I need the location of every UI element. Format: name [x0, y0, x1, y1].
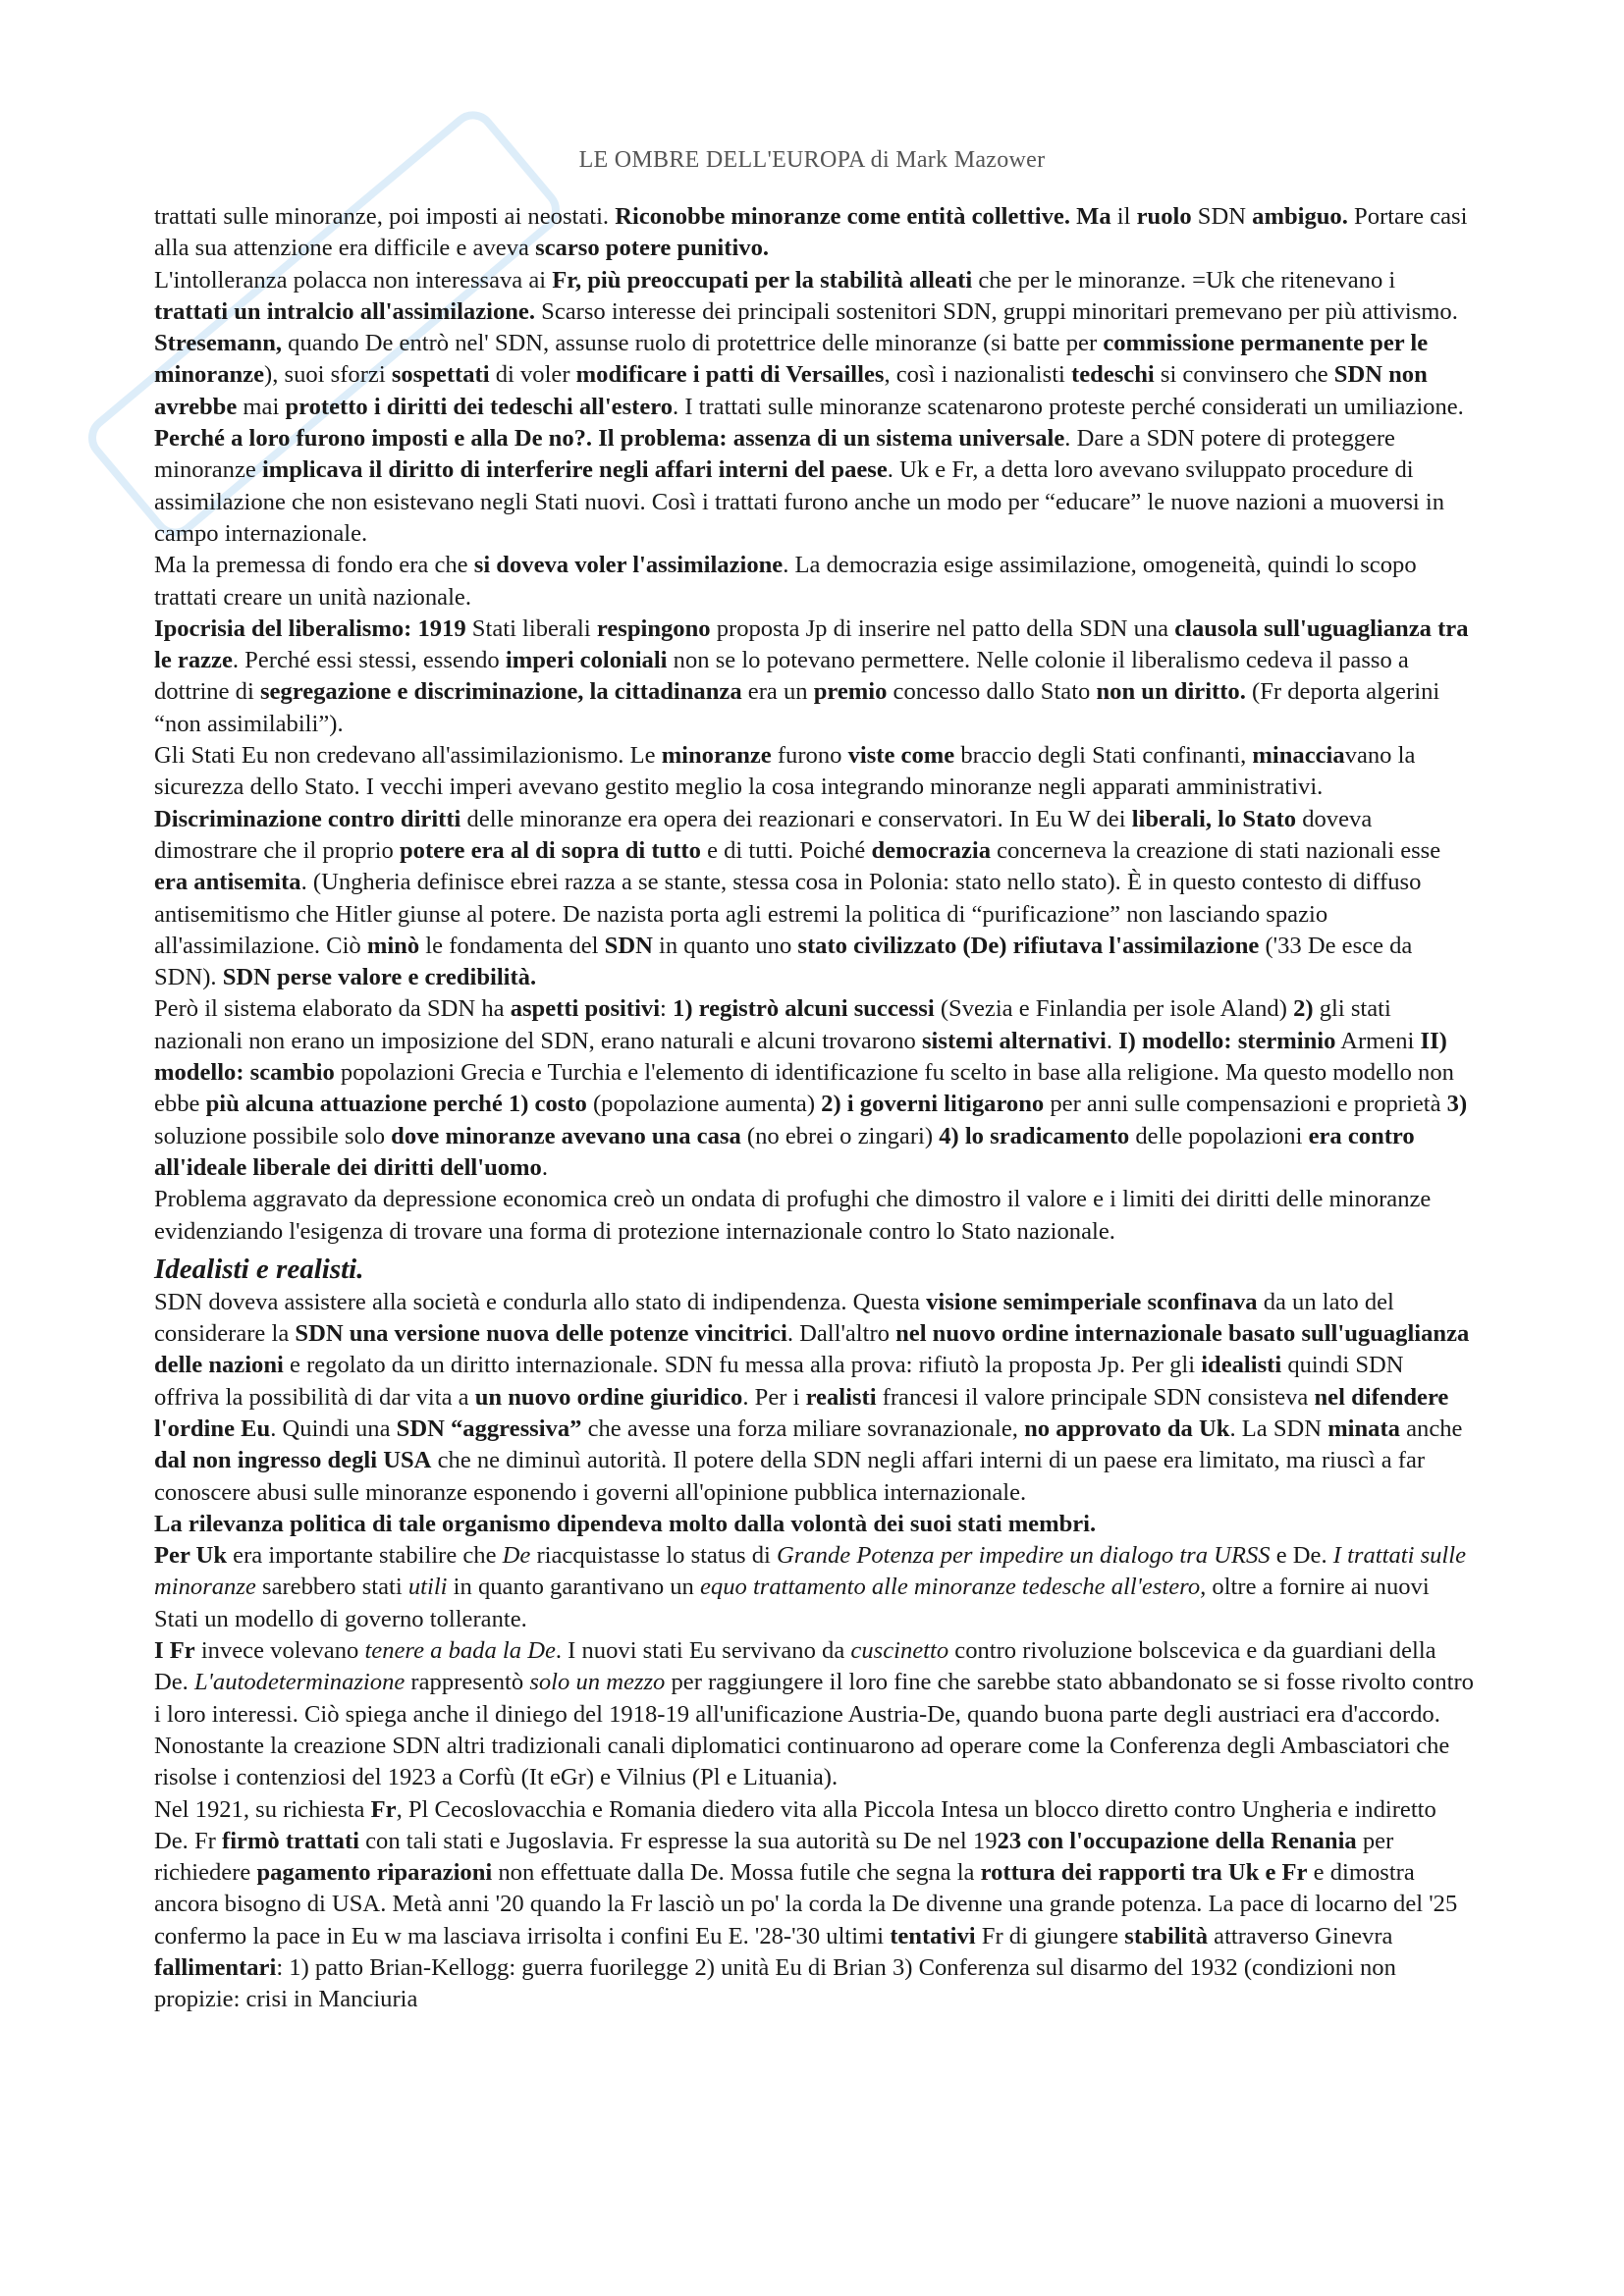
- bold-text: non un diritto.: [1096, 678, 1246, 706]
- text-run: rappresentò: [405, 1669, 530, 1696]
- text-run: non effettuate dalla De. Mossa futile che segna la: [492, 1859, 981, 1887]
- text-run: oltre a fornire ai nuovi Stati un modello di governo tollerante.: [154, 1574, 1430, 1632]
- bold-text: si doveva voler l'assimilazione: [473, 552, 784, 579]
- bold-text: dove minoranze avevano una casa: [391, 1122, 741, 1149]
- bold-text: un nuovo ordine giuridico: [474, 1383, 743, 1411]
- text-run: da un lato del considerare la: [154, 1288, 1394, 1348]
- text-run: sarebbero stati: [255, 1574, 408, 1601]
- bold-text: no approvato da Uk: [1024, 1415, 1230, 1442]
- text-run: . Per i: [742, 1383, 806, 1411]
- text-run: . I nuovi stati Eu servivano da: [555, 1637, 851, 1665]
- text-run: con tali stati e Jugoslavia. Fr espresse la sua autorità su De nel 19: [358, 1827, 998, 1854]
- section-title: Idealisti e realisti.: [154, 1253, 364, 1285]
- italic-text: utili: [407, 1574, 448, 1601]
- bold-text: segregazione e discriminazione, la cittadinanza: [259, 678, 742, 706]
- bold-text: ambiguo.: [1252, 203, 1348, 230]
- text-run: attraverso Ginevra: [1208, 1922, 1393, 1949]
- text-run: era un: [741, 678, 814, 706]
- italic-text: I trattati sulle minoranze: [154, 1542, 1467, 1601]
- text-run: popolazioni Grecia e Turchia e l'elemento di identificazione fu scelto in base alla religione. Ma questo modello non ebbe: [154, 1059, 1454, 1118]
- paragraph: [154, 1184, 1475, 1248]
- text-run: . I trattati sulle minoranze scatenarono proteste perché considerati un umiliazione.: [673, 393, 1464, 420]
- text-run: Armeni: [1335, 1027, 1421, 1054]
- bold-text: Discriminazione contro diritti: [154, 805, 461, 832]
- bold-text: democrazia: [871, 836, 991, 864]
- bold-text: Stresemann,: [154, 330, 283, 357]
- text-run: francesi il valore principale SDN consisteva: [876, 1383, 1315, 1411]
- text-run: .: [541, 1153, 548, 1181]
- bold-text: era antisemita: [154, 869, 301, 896]
- bold-text: II) modello: scambio: [154, 1027, 1447, 1087]
- text-run: . Dare a SDN potere di proteggere minoranze: [154, 425, 1395, 484]
- text-run: . La democrazia esige assimilazione, omogeneità, quindi lo scopo trattati creare un unità nazionale.: [154, 552, 1417, 611]
- text-run: per richiedere: [154, 1827, 1394, 1887]
- paragraph: [154, 1287, 1475, 1509]
- text-run: . La SDN: [1229, 1415, 1328, 1442]
- text-run: furono: [771, 742, 848, 770]
- bold-text: stato civilizzato (De) rifiutava l'assimilazione: [797, 932, 1260, 959]
- bold-text: visione semimperiale sconfinava: [926, 1288, 1258, 1315]
- text-run: delle minoranze era opera dei reazionari e conservatori. In Eu W dei: [460, 805, 1132, 832]
- italic-text: equo trattamento alle minoranze tedesche all'estero,: [700, 1574, 1207, 1601]
- bold-text: clausola sull'uguaglianza tra le razze: [154, 614, 1469, 674]
- bold-text: tedeschi: [1071, 361, 1155, 389]
- bold-text: nel nuovo ordine internazionale basato sull'uguaglianza delle nazioni: [154, 1320, 1470, 1379]
- bold-text: 1) registrò alcuni successi: [673, 995, 935, 1023]
- bold-text: viste come: [847, 742, 955, 770]
- bold-text: Perché a loro furono imposti e alla De no?. Il problema: assenza di un sistema universale: [154, 425, 1065, 453]
- paragraph: [154, 550, 1475, 614]
- paragraph: [154, 804, 1475, 994]
- bold-text: minò: [366, 932, 420, 959]
- bold-text: sistemi alternativi: [921, 1027, 1107, 1054]
- text-run: proposta Jp di inserire nel patto della SDN una: [710, 614, 1175, 642]
- text-run: concerneva la creazione di stati nazionali esse: [991, 836, 1441, 864]
- text-run: contro rivoluzione bolscevica e da guardiani della De.: [154, 1637, 1436, 1696]
- text-run: SDN: [1191, 203, 1253, 230]
- text-run: e De.: [1270, 1542, 1333, 1570]
- bold-text: SDN una versione nuova delle potenze vincitrici: [295, 1320, 787, 1348]
- paragraph-group-2: [154, 1287, 1475, 2016]
- text-run: mai: [237, 393, 286, 420]
- bold-text: Fr, più preoccupati per la stabilità alleati: [552, 266, 973, 294]
- paragraph: [154, 1540, 1475, 1635]
- bold-text: più alcuna attuazione perché 1) costo: [205, 1091, 587, 1118]
- paragraph: [154, 1635, 1475, 1731]
- text-run: SDN doveva assistere alla società e condurla allo stato di indipendenza. Questa: [154, 1288, 927, 1315]
- text-run: di voler: [489, 361, 576, 389]
- text-run: doveva dimostrare che il proprio: [154, 805, 1373, 864]
- bold-text: sospettati: [391, 361, 490, 389]
- paragraph: [154, 1794, 1475, 2016]
- text-run: gli stati nazionali non erano un imposizione del SDN, erano naturali e alcuni trovarono: [154, 995, 1391, 1054]
- text-run: . Dall'altro: [786, 1320, 896, 1348]
- text-run: vano la sicurezza dello Stato. I vecchi imperi avevano gestito meglio la cosa integrando minoranze negli apparati amministrativi.: [154, 742, 1416, 801]
- text-run: Nel 1921, su richiesta: [154, 1795, 371, 1823]
- text-run: anche: [1399, 1415, 1463, 1442]
- bold-text: implicava il diritto di interferire negli affari interni del paese: [261, 456, 888, 484]
- bold-text: fallimentari: [154, 1954, 277, 1982]
- bold-text: dal non ingresso degli USA: [154, 1447, 432, 1474]
- bold-text: trattati un intralcio all'assimilazione.: [154, 297, 536, 325]
- bold-text: potere era al di sopra di tutto: [399, 836, 701, 864]
- paragraph: [154, 614, 1475, 740]
- text-run: :: [660, 995, 674, 1023]
- text-run: Gli Stati Eu non credevano all'assimilazionismo. Le: [154, 742, 662, 770]
- text-run: riacquistasse lo status di: [530, 1542, 778, 1570]
- text-run: L'intolleranza polacca non interessava ai: [154, 266, 553, 294]
- text-run: ), suoi sforzi: [264, 361, 392, 389]
- text-run: soluzione possibile solo: [154, 1122, 392, 1149]
- text-run: Stati liberali: [465, 614, 597, 642]
- text-run: . Perché essi stessi, essendo: [232, 647, 506, 674]
- text-run: . Uk e Fr, a detta loro avevano sviluppato procedure di assimilazione che non esistevano negli Stati nuovi. Così i trattati furono anche un modo per “educare” le nuove nazioni a muoversi in campo internazionale.: [154, 456, 1445, 547]
- bold-text: stabilità: [1124, 1922, 1208, 1949]
- bold-text: protetto i diritti dei tedeschi all'estero: [285, 393, 674, 420]
- bold-text: SDN perse valore e credibilità.: [222, 964, 537, 991]
- text-run: per raggiungere il loro fine che sarebbe stato abbandonato se si fosse rivolto contro i loro interessi. Ciò spiega anche il diniego del 1918-19 all'unificazione Austria-De, quando buona parte degli austriaci era d'accordo.: [154, 1669, 1474, 1728]
- text-run: in quanto garantivano un: [447, 1574, 701, 1601]
- text-run: . (Ungheria definisce ebrei razza a se stante, stessa cosa in Polonia: stato nello stato). È in questo contesto di diffuso antisemitismo che Hitler giunse al potere. De nazista porta agli estremi la politica di “purificazione” non lasciando spazio all'assimilazione. Ciò: [154, 869, 1422, 959]
- document-body: [154, 201, 1475, 2016]
- text-run: (Svezia e Finlandia per isole Aland): [934, 995, 1294, 1023]
- bold-text: scarso potere punitivo.: [535, 235, 770, 262]
- bold-text: 2): [1293, 995, 1314, 1023]
- text-run: Problema aggravato da depressione economica creò un ondata di profughi che dimostro il valore e i limiti dei diritti delle minoranze evidenziando l'esigenza di trovare una forma di protezione internazionale contro lo Stato nazionale.: [154, 1186, 1432, 1245]
- text-run: Fr di giungere: [975, 1922, 1125, 1949]
- text-run: che ne diminuì autorità. Il potere della SDN negli affari interni di un paese era limitato, ma riuscì a far conoscere abusi sulle minoranze esponendo i governi all'opinione pubblica internazionale.: [154, 1447, 1426, 1506]
- bold-text: tentativi: [890, 1922, 976, 1949]
- text-run: Però il sistema elaborato da SDN ha: [154, 995, 511, 1023]
- text-run: il: [1110, 203, 1137, 230]
- text-run: .: [1106, 1027, 1119, 1054]
- italic-text: solo un mezzo: [529, 1669, 666, 1696]
- text-run: delle popolazioni: [1129, 1122, 1309, 1149]
- italic-text: cuscinetto: [850, 1637, 949, 1665]
- text-run: , Pl Cecoslovacchia e Romania diedero vita alla Piccola Intesa un blocco diretto contro Ungheria e indiretto De. Fr: [154, 1795, 1436, 1854]
- bold-text: aspetti positivi: [510, 995, 661, 1023]
- text-run: ('33 De esce da SDN).: [154, 932, 1413, 991]
- bold-text: nel difendere l'ordine Eu: [154, 1383, 1449, 1442]
- bold-text: realisti: [805, 1383, 877, 1411]
- text-run: per anni sulle compensazioni e proprietà: [1044, 1091, 1447, 1118]
- text-run: quando De entrò nel' SDN, assunse ruolo di protettrice delle minoranze (si batte per: [282, 330, 1104, 357]
- text-run: si convinsero che: [1154, 361, 1334, 389]
- bold-text: liberali, lo Stato: [1131, 805, 1297, 832]
- italic-text: Grande Potenza per impedire un dialogo tra URSS: [777, 1542, 1271, 1570]
- text-run: le fondamenta del: [419, 932, 605, 959]
- italic-text: De: [502, 1542, 531, 1570]
- bold-text: SDN non avrebbe: [154, 361, 1428, 420]
- paragraph: [154, 1731, 1475, 1794]
- bold-text: ruolo: [1136, 203, 1192, 230]
- text-run: e di tutti. Poiché: [700, 836, 872, 864]
- bold-text: 2) i governi litigarono: [821, 1091, 1045, 1118]
- bold-text: rottura dei rapporti tra Uk e Fr: [980, 1859, 1308, 1887]
- bold-text: Riconobbe minoranze come entità collettive. Ma: [615, 203, 1111, 230]
- text-run: . Quindi una: [270, 1415, 397, 1442]
- bold-text: minata: [1327, 1415, 1400, 1442]
- text-run: concesso dallo Stato: [887, 678, 1097, 706]
- text-run: e dimostra ancora bisogno di USA. Metà anni '20 quando la Fr lasciò un po' la corda la De divenne una grande potenza. La pace di locarno del '25 confermo la pace in Eu w ma lasciava irrisolta i confini Eu E. '28-'30 ultimi: [154, 1859, 1458, 1949]
- text-run: trattati sulle minoranze, poi imposti ai neostati.: [154, 203, 616, 230]
- text-run: invece volevano: [194, 1637, 365, 1665]
- text-run: braccio degli Stati confinanti,: [954, 742, 1253, 770]
- text-run: (popolazione aumenta): [586, 1091, 822, 1118]
- bold-text: Per Uk: [154, 1542, 227, 1570]
- bold-text: pagamento riparazioni: [256, 1859, 493, 1887]
- bold-text: Ipocrisia del liberalismo: 1919: [154, 614, 466, 642]
- bold-text: I Fr: [154, 1637, 195, 1665]
- paragraph: [154, 1509, 1475, 1540]
- text-run: che avesse una forza miliare sovranazionale,: [581, 1415, 1025, 1442]
- bold-text: minaccia: [1252, 742, 1345, 770]
- text-run: Scarso interesse dei principali sostenitori SDN, gruppi minoritari premevano per più attivismo.: [535, 297, 1458, 325]
- bold-text: premio: [813, 678, 888, 706]
- paragraph-group-1: [154, 201, 1475, 1248]
- text-run: (no ebrei o zingari): [740, 1122, 940, 1149]
- bold-text: respingono: [596, 614, 711, 642]
- text-run: non se lo potevano permettere. Nelle colonie il liberalismo cedeva il passo a dottrine di: [154, 647, 1409, 706]
- bold-text: I) modello: sterminio: [1118, 1027, 1336, 1054]
- bold-text: imperi coloniali: [505, 647, 668, 674]
- text-run: Nonostante la creazione SDN altri tradizionali canali diplomatici continuarono ad operare come la Conferenza degli Ambasciatori che risolse i contenziosi del 1923 a Corfù (It eGr) e Vilnius (Pl e Lituania).: [154, 1732, 1450, 1791]
- bold-text: 3): [1446, 1091, 1468, 1118]
- bold-text: La rilevanza politica di tale organismo dipendeva molto dalla volontà dei suoi stati membri.: [154, 1510, 1097, 1537]
- page-header: LE OMBRE DELL'EUROPA di Mark Mazower: [578, 147, 1046, 173]
- paragraph: [154, 740, 1475, 804]
- text-run: e regolato da un diritto internazionale. SDN fu messa alla prova: rifiutò la proposta Jp. Per gli: [283, 1352, 1202, 1379]
- text-run: Portare casi alla sua attenzione era difficile e aveva: [154, 203, 1468, 262]
- italic-text: tenere a bada la De: [364, 1637, 556, 1665]
- text-run: (Fr deporta algerini “non assimilabili”).: [154, 678, 1440, 737]
- paragraph: [154, 265, 1475, 551]
- bold-text: minoranze: [661, 742, 772, 770]
- bold-text: Fr: [370, 1795, 397, 1823]
- bold-text: 23 con l'occupazione della Renania: [997, 1827, 1357, 1854]
- text-run: quindi SDN offriva la possibilità di dar vita a: [154, 1352, 1404, 1411]
- bold-text: SDN: [604, 932, 653, 959]
- bold-text: firmò trattati: [222, 1827, 359, 1854]
- paragraph: [154, 201, 1475, 265]
- text-run: : 1) patto Brian-Kellogg: guerra fuorilegge 2) unità Eu di Brian 3) Conferenza sul disarmo del 1932 (condizioni non propizie: crisi in Manciuria: [154, 1954, 1396, 2013]
- bold-text: 4) lo sradicamento: [939, 1122, 1130, 1149]
- bold-text: commissione permanente per le minoranze: [154, 330, 1429, 389]
- text-run: Ma la premessa di fondo era che: [154, 552, 474, 579]
- text-run: in quanto uno: [652, 932, 798, 959]
- bold-text: modificare i patti di Versailles: [575, 361, 885, 389]
- bold-text: era contro all'ideale liberale dei diritti dell'uomo: [154, 1122, 1415, 1181]
- italic-text: L'autodeterminazione: [193, 1669, 406, 1696]
- text-run: , così i nazionalisti: [884, 361, 1072, 389]
- paragraph: [154, 993, 1475, 1184]
- text-run: che per le minoranze. =Uk che ritenevano i: [972, 266, 1396, 294]
- text-run: era importante stabilire che: [227, 1542, 503, 1570]
- bold-text: SDN “aggressiva”: [396, 1415, 582, 1442]
- bold-text: idealisti: [1201, 1352, 1282, 1379]
